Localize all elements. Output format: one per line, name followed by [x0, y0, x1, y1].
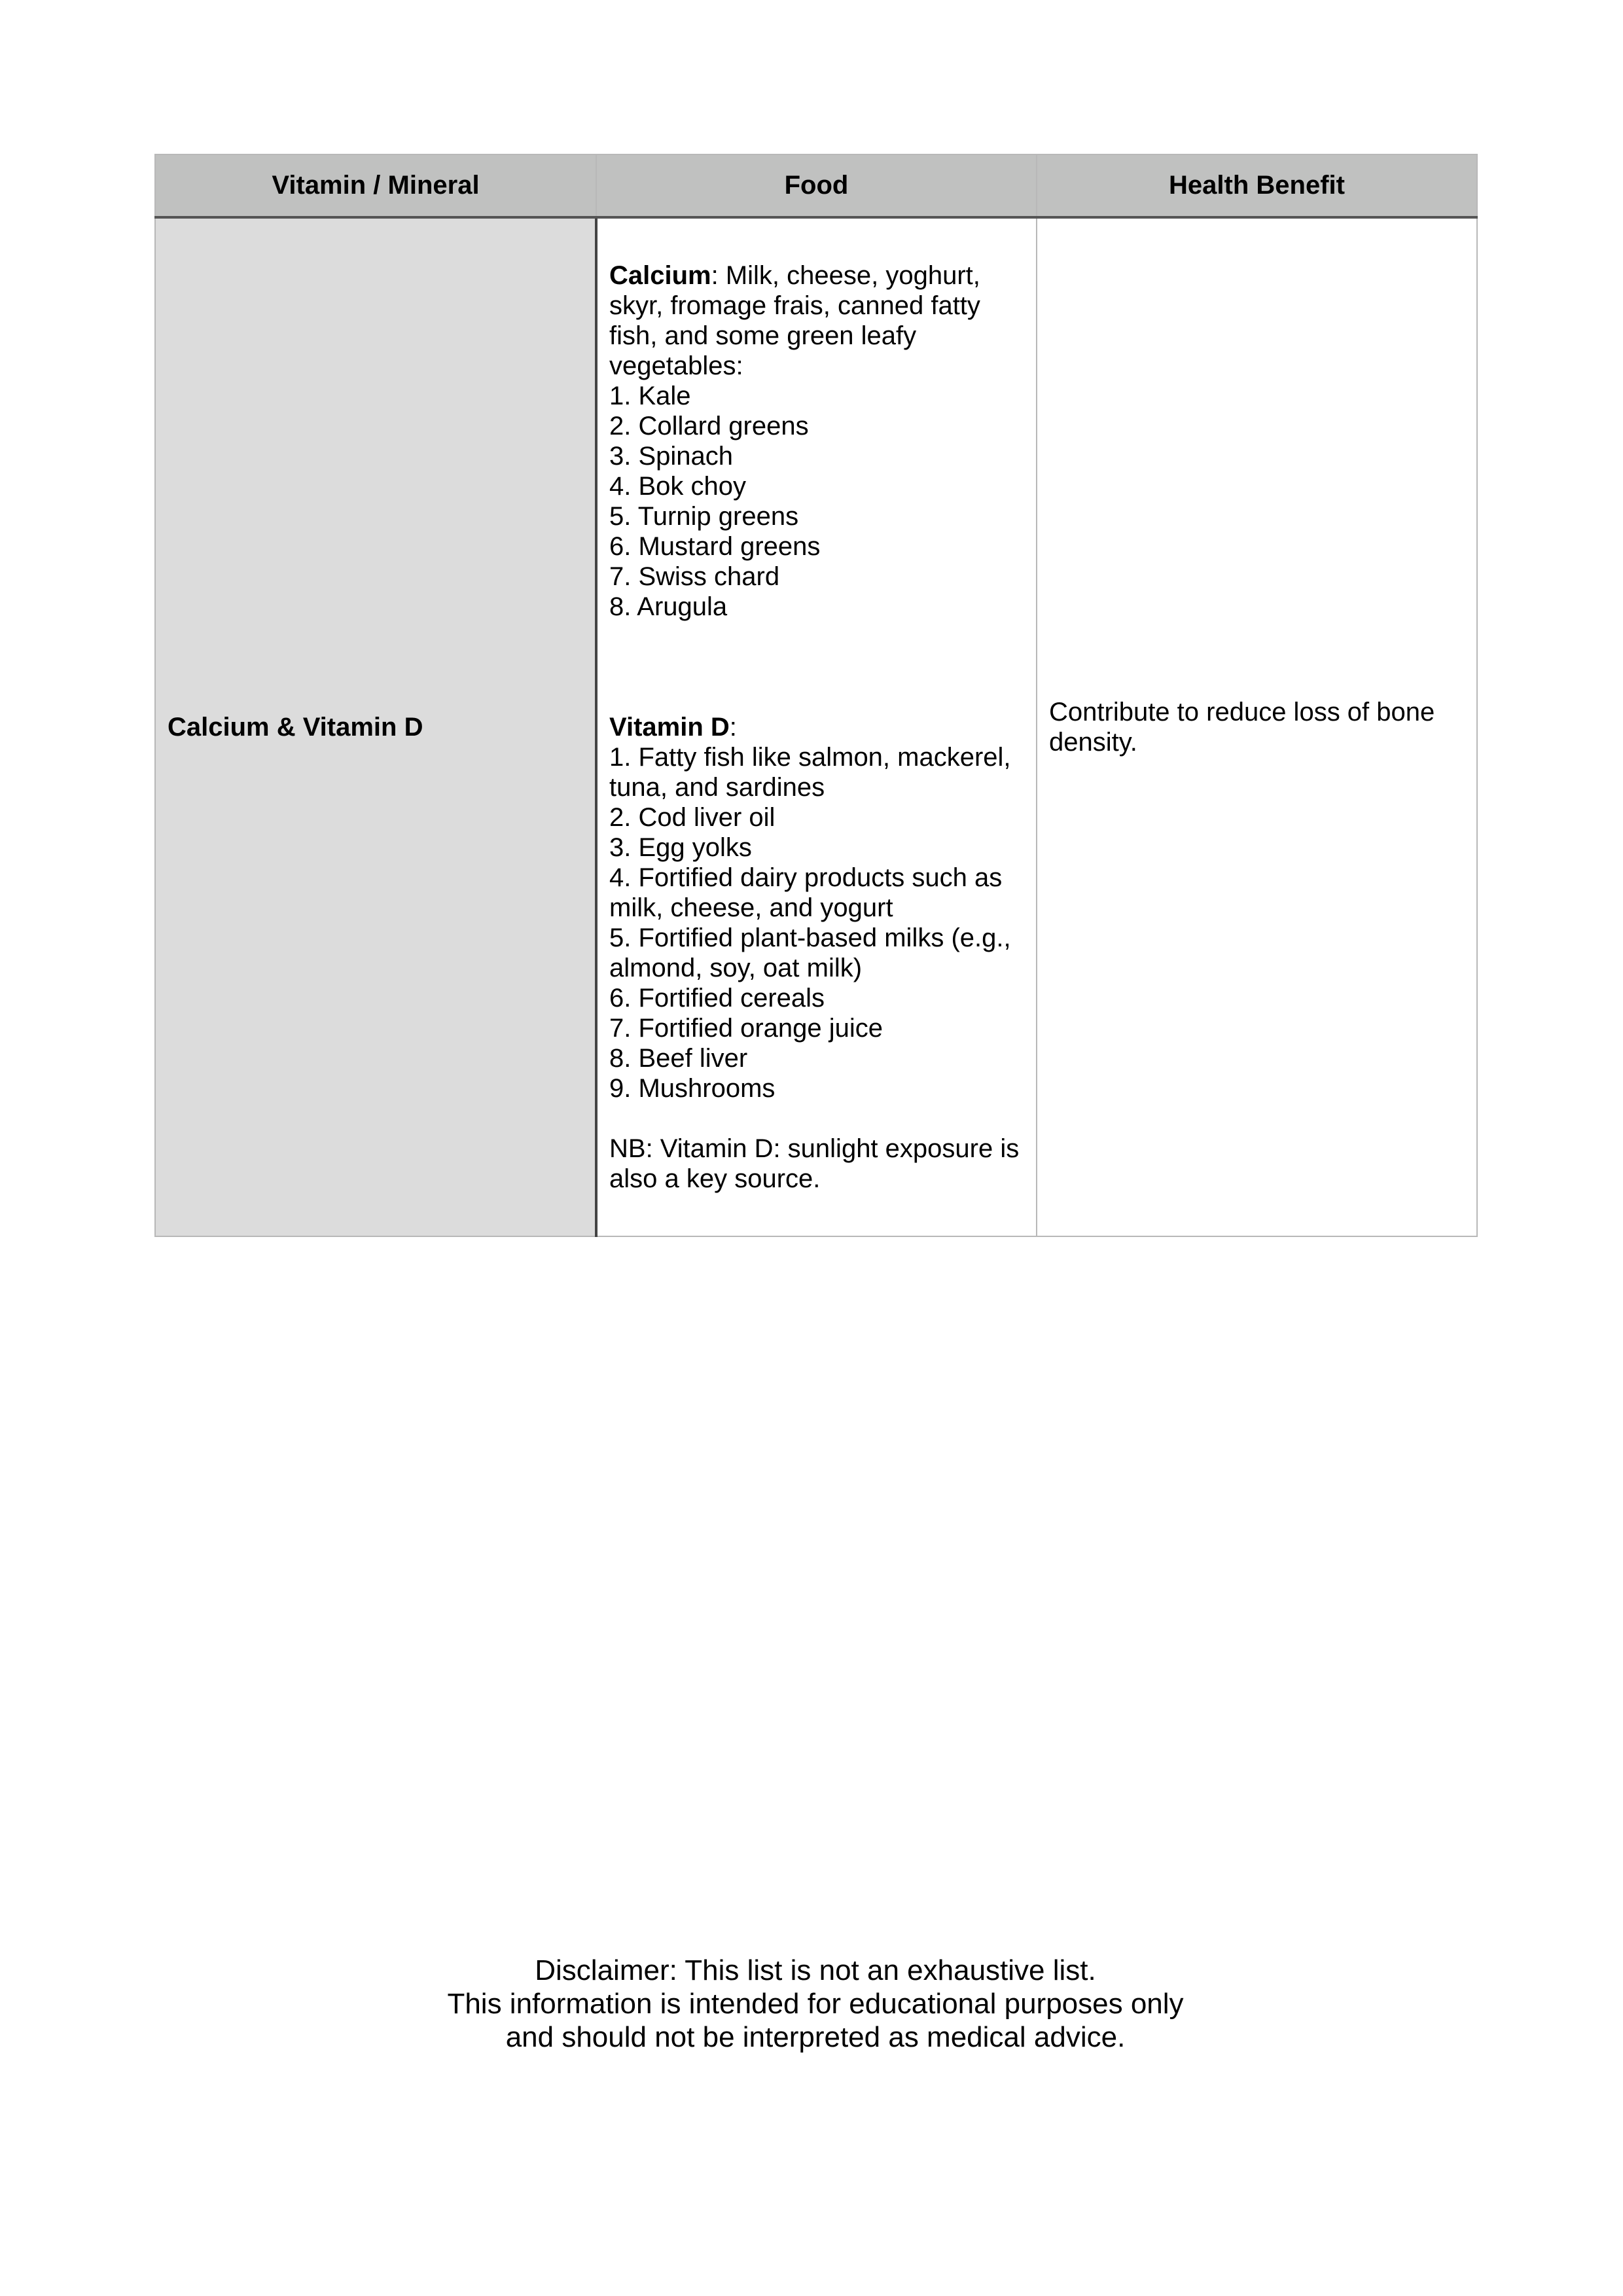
header-vitamin-mineral: Vitamin / Mineral: [155, 154, 596, 217]
spacer: [609, 1103, 1024, 1134]
vitamin-d-label: Vitamin D: [609, 713, 730, 742]
list-item: 4. Bok choy: [609, 472, 747, 501]
vitamin-d-intro-text: :: [729, 713, 737, 742]
health-benefit-cell: Contribute to reduce loss of bone density.: [1037, 217, 1477, 1236]
list-item: 7. Swiss chard: [609, 562, 780, 591]
list-item: 7. Fortified orange juice: [609, 1014, 883, 1043]
disclaimer-line: Disclaimer: This list is not an exhaustive list.: [535, 1954, 1096, 1986]
vitamin-d-intro: [609, 712, 1024, 742]
list-item: 4. Fortified dairy products such as milk, cheese, and yogurt: [609, 863, 1003, 922]
list-item: 2. Cod liver oil: [609, 803, 776, 832]
list-item: 5. Fortified plant-based milks (e.g., almond, soy, oat milk): [609, 924, 1011, 982]
food-cell: [596, 217, 1037, 1236]
calcium-intro: [609, 260, 1024, 381]
disclaimer: [154, 1954, 1476, 2054]
nutrition-table: [154, 154, 1478, 1237]
header-food: Food: [596, 154, 1037, 217]
list-item: 1. Kale: [609, 382, 691, 410]
list-item: 9. Mushrooms: [609, 1074, 776, 1103]
table-header-row: [155, 154, 1477, 217]
mineral-name-cell: Calcium & Vitamin D: [155, 217, 596, 1236]
header-health-benefit: Health Benefit: [1037, 154, 1477, 217]
list-item: 8. Arugula: [609, 592, 728, 621]
food-list-block: [609, 260, 1024, 1194]
disclaimer-line: and should not be interpreted as medical advice.: [505, 2021, 1126, 2053]
list-item: 3. Spinach: [609, 442, 734, 471]
table-row: [155, 217, 1477, 1236]
sunlight-note: NB: Vitamin D: sunlight exposure is also a key source.: [609, 1134, 1020, 1193]
disclaimer-line: This information is intended for educational purposes only: [447, 1988, 1184, 2020]
list-item: 5. Turnip greens: [609, 502, 799, 531]
list-item: 8. Beef liver: [609, 1044, 748, 1073]
list-item: 1. Fatty fish like salmon, mackerel, tuna, and sardines: [609, 743, 1011, 802]
spacer: [609, 622, 1024, 712]
vitamin-d-food-list: [609, 742, 1024, 1103]
calcium-intro-text: : Milk, cheese, yoghurt, skyr, fromage frais, canned fatty fish, and some green leafy vegetables:: [609, 261, 980, 380]
list-item: 6. Fortified cereals: [609, 984, 825, 1013]
list-item: 3. Egg yolks: [609, 833, 752, 862]
calcium-food-list: [609, 381, 1024, 622]
list-item: 6. Mustard greens: [609, 532, 821, 561]
list-item: 2. Collard greens: [609, 412, 809, 440]
calcium-label: Calcium: [609, 261, 711, 290]
